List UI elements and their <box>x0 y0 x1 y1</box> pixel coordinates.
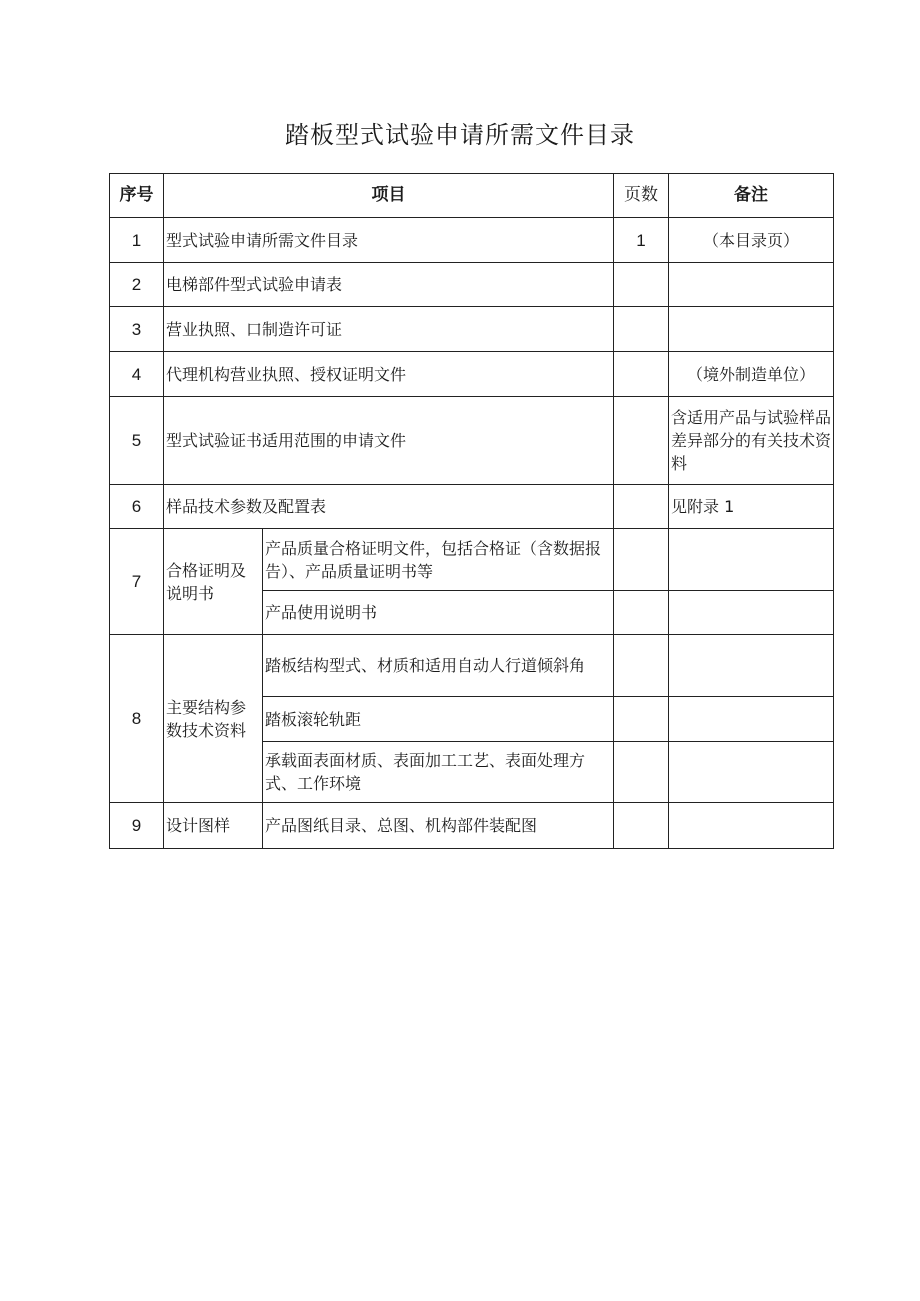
row-pages <box>614 397 669 485</box>
row-pages <box>614 635 669 697</box>
row-pages <box>614 697 669 742</box>
row-remark: 含适用产品与试验样品差异部分的有关技术资料 <box>669 397 834 485</box>
row-item: 电梯部件型式试验申请表 <box>164 263 614 307</box>
document-list-table <box>109 173 834 849</box>
row-remark <box>669 263 834 307</box>
row-pages <box>614 485 669 529</box>
header-remark: 备注 <box>669 174 834 218</box>
row-remark <box>669 803 834 849</box>
row-seq: 4 <box>110 352 164 397</box>
row-seq: 9 <box>110 803 164 849</box>
row-pages <box>614 529 669 591</box>
table-row-group-7 <box>110 529 834 591</box>
row-remark <box>669 591 834 635</box>
row-seq: 7 <box>110 529 164 635</box>
row-seq: 2 <box>110 263 164 307</box>
table-header-row <box>110 174 834 218</box>
header-seq: 序号 <box>110 174 164 218</box>
table-row <box>110 307 834 352</box>
sub-item: 产品使用说明书 <box>263 591 614 635</box>
row-remark: 见附录 1 <box>669 485 834 529</box>
row-pages: 1 <box>614 218 669 263</box>
row-item: 型式试验证书适用范围的申请文件 <box>164 397 614 485</box>
row-seq: 3 <box>110 307 164 352</box>
group-label: 合格证明及说明书 <box>164 529 263 635</box>
row-seq: 6 <box>110 485 164 529</box>
table-row <box>110 352 834 397</box>
row-remark: （本目录页） <box>669 218 834 263</box>
group-label: 主要结构参数技术资料 <box>164 635 263 803</box>
group-label: 设计图样 <box>164 803 263 849</box>
row-pages <box>614 803 669 849</box>
row-remark <box>669 307 834 352</box>
row-item: 样品技术参数及配置表 <box>164 485 614 529</box>
row-remark <box>669 529 834 591</box>
row-item: 营业执照、口制造许可证 <box>164 307 614 352</box>
table-row <box>110 218 834 263</box>
row-pages <box>614 742 669 803</box>
sub-item: 产品图纸目录、总图、机构部件装配图 <box>263 803 614 849</box>
table-row-group-8 <box>110 635 834 697</box>
row-seq: 8 <box>110 635 164 803</box>
header-item: 项目 <box>164 174 614 218</box>
row-pages <box>614 263 669 307</box>
sub-item: 踏板滚轮轨距 <box>263 697 614 742</box>
row-pages <box>614 591 669 635</box>
sub-item: 产品质量合格证明文件，包括合格证（含数据报告）、产品质量证明书等 <box>263 529 614 591</box>
table-row <box>110 803 834 849</box>
sub-item: 承载面表面材质、表面加工工艺、表面处理方式、工作环境 <box>263 742 614 803</box>
row-seq: 5 <box>110 397 164 485</box>
sub-item: 踏板结构型式、材质和适用自动人行道倾斜角 <box>263 635 614 697</box>
row-pages <box>614 307 669 352</box>
row-pages <box>614 352 669 397</box>
row-seq: 1 <box>110 218 164 263</box>
row-remark: （境外制造单位） <box>669 352 834 397</box>
table-row <box>110 397 834 485</box>
header-pages: 页数 <box>614 174 669 218</box>
row-remark <box>669 635 834 697</box>
row-remark <box>669 697 834 742</box>
row-item: 型式试验申请所需文件目录 <box>164 218 614 263</box>
row-item: 代理机构营业执照、授权证明文件 <box>164 352 614 397</box>
table-row <box>110 263 834 307</box>
document-title: 踏板型式试验申请所需文件目录 <box>285 121 635 149</box>
row-remark <box>669 742 834 803</box>
table-row <box>110 485 834 529</box>
